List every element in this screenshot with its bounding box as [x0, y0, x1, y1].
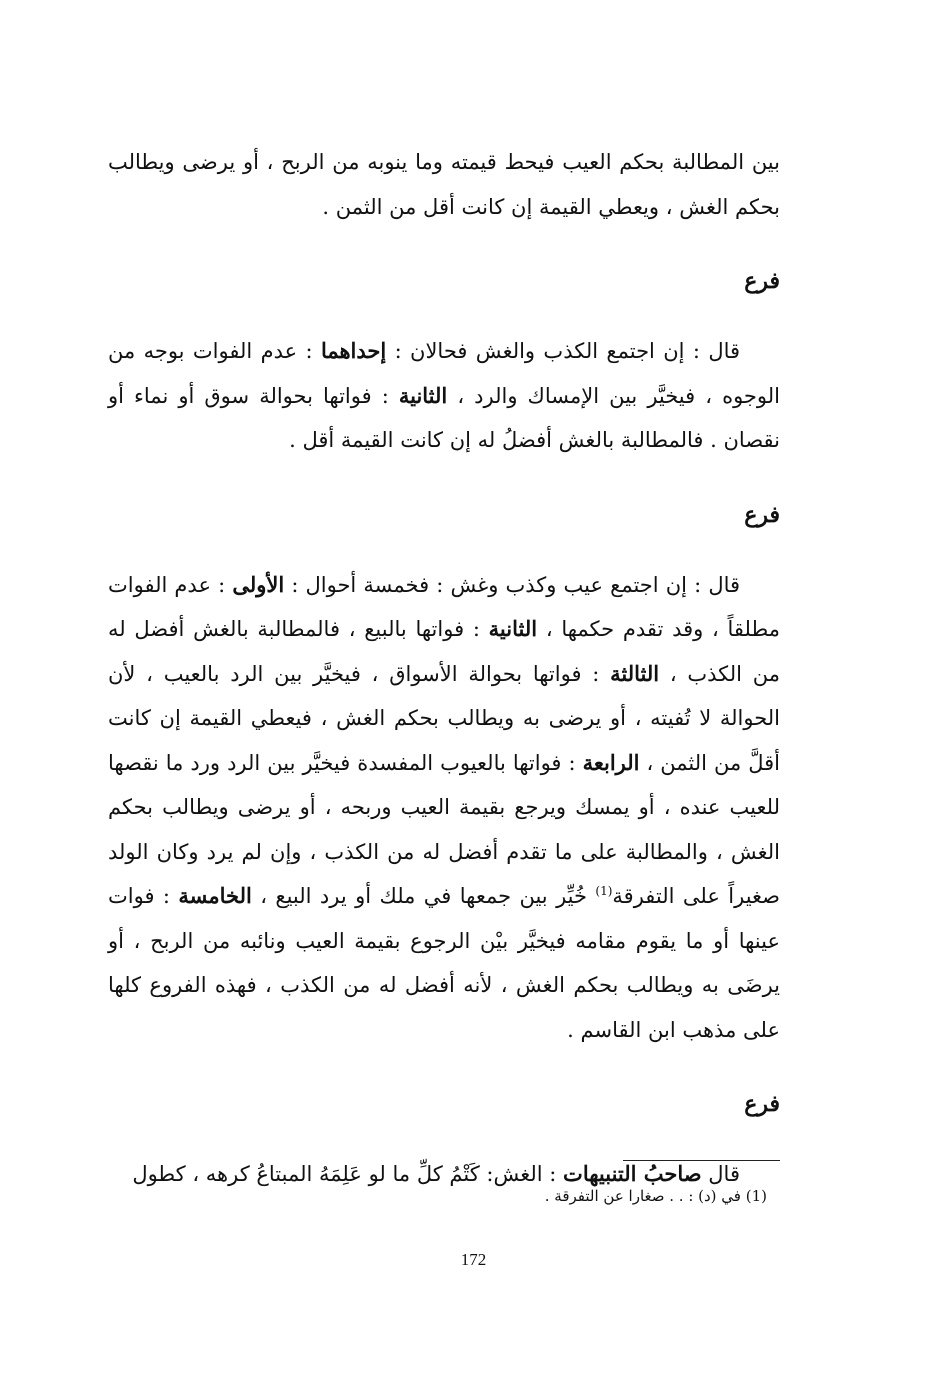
paragraph-five-cases: قال : إن اجتمع عيب وكذب وغش : فخمسة أحوال : الأولى : عدم الفوات مطلقاً ، وقد تقدم حكمها ، الثانية : فواتها بالبيع ، فالمطالبة بالغش أفضل له من الكذب ، الثالثة : فواتها بحوالة الأسواق ، فيخيَّر بين الرد بالعيب ، لأن الحوالة لا تُفيته ، أو يرضى به ويطالب بحكم الغش ، فيعطي القيمة إن كانت أقلَّ من الثمن ، الرابعة : فواتها بالعيوب المفسدة فيخيَّر بين الرد ورد ما نقصها للعيب عنده ، أو يمسك ويرجع بقيمة العيب وربحه ، أو يرضى ويطالب بحكم الغش ، والمطالبة على ما تقدم أفضل له من الكذب ، وإن لم يرد وكان الولد صغيراً على التفرقة$^{(1)}$ خُيِّر بين جمعها في ملك أو يرد البيع ، الخامسة : فوات عينها أو ما يقوم مقامه فيخيَّر بيْن الرجوع بقيمة العيب ونائبه من الربح ، أو يرضَى به ويطالب بحكم الغش ، لأنه أفضل له من الكذب ، فهذه الفروع كلها على مذهب ابن القاسم .: [108, 571, 781, 1042]
term-khamisa: الخامسة: [178, 883, 252, 908]
footnote-reference: (1): [595, 884, 613, 898]
term-thaniya: الثانية: [488, 616, 538, 641]
footnote: (1) في (د) : . . صغارا عن التفرقة .: [544, 1187, 767, 1205]
term-ihdahuma: إحداهما: [320, 338, 387, 363]
section-heading-far: فرع: [744, 268, 780, 294]
page-number: 172: [460, 1250, 487, 1269]
term-ula: الأولى: [232, 571, 285, 597]
section-heading-far: فرع: [744, 1091, 780, 1117]
term-thaniya: الثانية: [398, 382, 448, 408]
section-heading-far: فرع: [744, 501, 780, 528]
page-body: [108, 140, 780, 1197]
paragraph-ghish-definition: قال صاحبُ التنبيهات : الغش: كَتْمُ كلِّ ما لو عَلِمَهُ المبتاعُ كرهه ، كطول: [132, 1161, 740, 1186]
term-sahib-tanbihat: صاحبُ التنبيهات: [563, 1161, 702, 1186]
paragraph-lying-and-fraud: قال : إن اجتمع الكذب والغش فحالان : إحداهما : عدم الفوات بوجه من الوجوه ، فيخيَّر بين الإمساك والرد ، الثانية : فواتها بحوالة سوق أو نماء أو نقصان . فالمطالبة بالغش أفضلُ له إن كانت القيمة أقل .: [108, 338, 780, 452]
footnote-separator: [623, 1160, 780, 1161]
term-thalitha: الثالثة: [610, 660, 660, 686]
paragraph-continuation: بين المطالبة بحكم العيب فيحط قيمته وما ينوبه من الربح ، أو يرضى ويطالب بحكم الغش ، ويعطي القيمة إن كانت أقل من الثمن .: [108, 150, 780, 219]
term-rabia: الرابعة: [582, 749, 640, 775]
